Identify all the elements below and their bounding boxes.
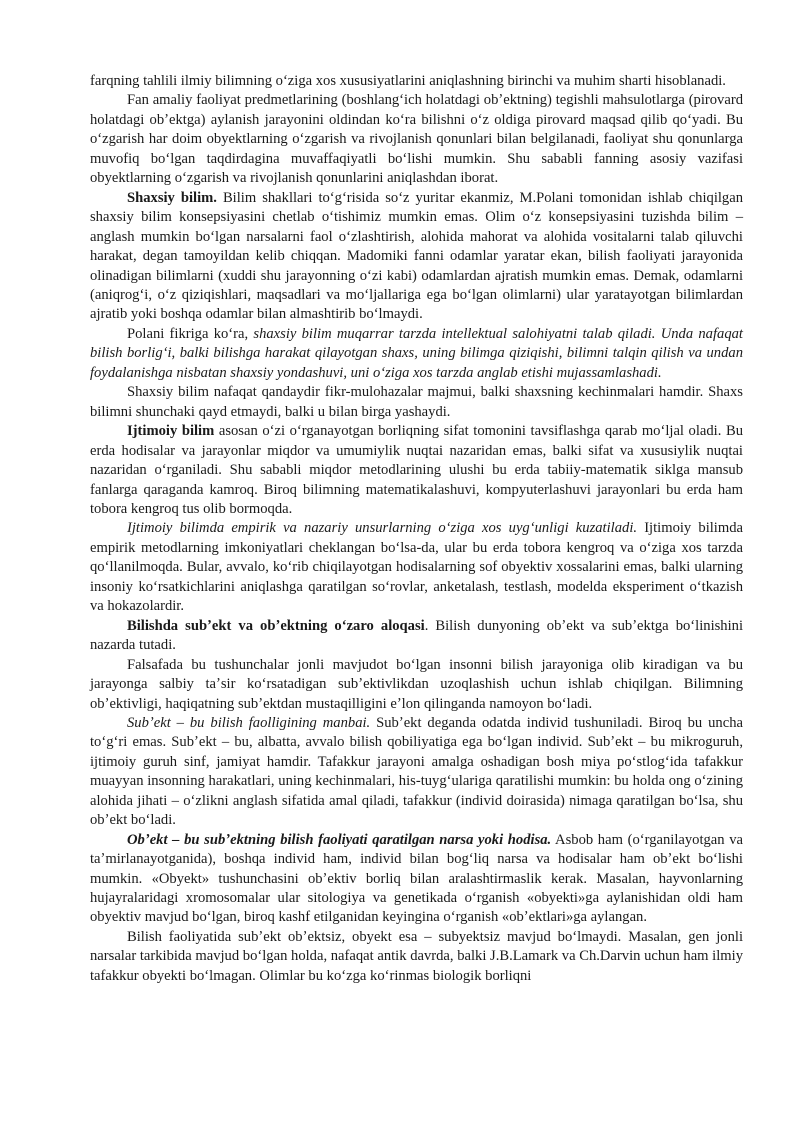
bold-term: Shaxsiy bilim. bbox=[127, 189, 217, 206]
paragraph-object-definition bbox=[90, 831, 743, 928]
bold-term: Bilishda subʼekt va obʼektning oʻzaro aloqasi bbox=[127, 617, 425, 634]
text-run: Asbob ham (oʻrganilayotgan va taʼmirlanayotganida), boshqa individ ham, individ bilan bogʻliq narsa va hodisalar ham obʼekt boʻlishi mumkin. «Obyekt» tushunchasini obʼektiv borliq bilan aralashtirmaslik kerak. Masalan, hayvonlarning hujayralaridagi xromosomalar ular sitologiya va genetikada oʻrganish «obyekti»ga aylanishidan oldi ham obyektiv mavjud boʻlgan, biroq kashf etilganidan keyingina oʻrganish «obʼektlari»ga aylangan. bbox=[90, 831, 743, 926]
paragraph-social-knowledge bbox=[90, 422, 743, 519]
paragraph-polani-view bbox=[90, 325, 743, 383]
italic-text: Ijtimoiy bilimda empirik va nazariy unsurlarning oʻziga xos uygʻunligi kuzatiladi. bbox=[127, 520, 638, 537]
text-run: Falsafada bu tushunchalar jonli mavjudot boʻlgan insonni bilish jarayoniga olib kiradigan va bu jarayonga salbiy taʼsir koʻrsatadigan subʼektivlikdan uzoqlashish uchun ishlab chiqilgan. Bilimning obʼektivligi, haqiqatning subʼektdan mustaqilligini eʼlon qilinganda namoyon boʻladi. bbox=[90, 656, 743, 712]
italic-text: Subʼekt – bu bilish faolligining manbai. bbox=[127, 714, 371, 731]
paragraph-subject-object-interdependence bbox=[90, 928, 743, 986]
paragraph-philosophy-concepts bbox=[90, 656, 743, 714]
bold-italic-term: Obʼekt – bu subʼektning bilish faoliyati qaratilgan narsa yoki hodisa. bbox=[127, 831, 552, 848]
paragraph-personal-knowledge bbox=[90, 189, 743, 325]
bold-term: Ijtimoiy bilim bbox=[127, 423, 215, 440]
text-run: . Bilish dunyoning obʼekt va subʼektga boʻlinishini nazarda tutadi. bbox=[90, 617, 744, 654]
paragraph-subject-definition bbox=[90, 714, 743, 831]
text-run: Ijtimoiy bilimda empirik metodlarning imkoniyatlari cheklangan boʻlsa-da, ular bu erda tobora kengroq va oʻziga xos tarzda qoʻllanilmoqda. Bular, avvalo, koʻrib chiqilayotgan hodisalarning sof obyektiv xossalarini emas, balki ularning insoniy koʻrsatkichlarini aniqlashga qaratilgan soʻrovlar, anketalash, testlash, modelda eksperiment oʻtkazish va hokazolardir. bbox=[90, 520, 743, 615]
paragraph-social-empirical-theoretical bbox=[90, 519, 743, 616]
paragraph-personal-knowledge-experience bbox=[90, 383, 743, 422]
paragraph-science-goal bbox=[90, 91, 743, 188]
text-run: asosan oʻzi oʻrganayotgan borliqning sifat tomonini tavsiflashga qarab moʻljal oladi. Bu erda hodisalar va jarayonlar miqdor va umumiylik nuqtai nazaridan emas, balki sifat va xususiylik nuqtai nazaridan oʻrganiladi. Shu sababli miqdor metodlarining ulushi bu erda tabiiy-matematik siklga mansub fanlarga qaraganda kamroq. Biroq bilimning matematikalashuvi, kompyuterlashuvi jarayonlari bu erda ham tobora kengroq tus olib bormoqda. bbox=[90, 423, 743, 517]
paragraph-subject-object-relation bbox=[90, 617, 743, 656]
italic-text: shaxsiy bilim muqarrar tarzda intellektual salohiyatni talab qiladi. Unda nafaqat bilish borligʻi, balki bilishga harakat qilayotgan shaxs, uning bilimga qiziqishi, bilimni talqin qilish va undan foydalanishga nisbatan shaxsiy yondashuvi, uni oʻziga xos tarzda anglab etishi mujassamlashadi. bbox=[90, 325, 743, 381]
text-run: Fan amaliy faoliyat predmetlarining (boshlangʻich holatdagi obʼektning) tegishli mahsulotlarga (pirovard holatdagi obʼektga) aylanish jarayonini oldindan koʻra bilishni oʻz oldiga pirovard maqsad qilib qoʻyadi. Bu oʻzgarish har doim obyektlarning oʻzgarish va rivojlanish qonunlari bilan belgilanadi, faoliyat shu qonunlarga muvofiq boʻlgan taqdirdagina muvaffaqiyatli boʻlishi mumkin. Shu sababli fanning asosiy vazifasi obyektlarning oʻzgarish va rivojlanish qonunlarini aniqlashdan iborat. bbox=[90, 92, 743, 187]
paragraph-continuation bbox=[90, 72, 743, 91]
text-run: Bilish faoliyatida subʼekt obʼektsiz, obyekt esa – subyektsiz mavjud boʻlmaydi. Masalan, gen jonli narsalar tarkibida mavjud boʻlgan holda, nafaqat antik davrda, balki J.B.Lamark va Ch.Darvin uchun ham ilmiy tafakkur obyekti boʻlmagan. Olimlar bu koʻzga koʻrinmas biologik borliqni bbox=[90, 928, 743, 984]
text-run: Subʼekt deganda odatda individ tushuniladi. Biroq bu uncha toʻgʻri emas. Subʼekt – bu, albatta, avvalo bilish qobiliyatiga ega boʻlgan individ. Subʼekt – bu mikroguruh, ijtimoiy guruh sinf, jamiyat hamdir. Tafakkur jarayoni amalga oshadigan bosh miya poʻstlogʻida tafakkur muayyan insonning harakatlari, uning kechinmalari, his-tuygʻulariga qaratilishi mumkin: bu holda ong oʻzining alohida jihati – oʻzlikni anglash sifatida amal qiladi, tafakkur (individ doirasida) nimaga qaratilgan boʻlsa, shu obʼekt boʻladi. bbox=[90, 714, 743, 829]
text-run: Bilim shakllari toʻgʻrisida soʻz yuritar ekanmiz, M.Polani tomonidan ishlab chiqilgan shaxsiy bilim konsepsiyasini chetlab oʻtishimiz mumkin emas. Olim oʻz konsepsiyasini tuzishda bilim – anglash mumkin boʻlgan narsalarni faol oʻzlashtirish, alohida mahorat va alohida vositalarni talab qiluvchi harakat, degan tamoyildan kelib chiqqan. Madomiki fanni odamlar yaratar ekan, bilish faoliyati jarayonida olinadigan bilimlarni (xuddi shu jarayonning oʻzi kabi) odamlardan ajratish mumkin emas. Demak, odamlarni (aniqrogʻi, oʻz qiziqishlari, maqsadlari va moʻljallariga ega boʻlgan olimlarni) ular yaratayotgan bilimlardan ajratib yoki boshqa odamlar bilan almashtirib boʻlmaydi. bbox=[90, 189, 743, 323]
text-run: farqning tahlili ilmiy bilimning oʻziga xos xususiyatlarini aniqlashning birinchi va muhim sharti hisoblanadi. bbox=[90, 73, 726, 89]
text-run: Polani fikriga koʻra, bbox=[127, 325, 254, 342]
text-run: Shaxsiy bilim nafaqat qandaydir fikr-mulohazalar majmui, balki shaxsning kechinmalari hamdir. Shaxs bilimni shunchaki qayd etmaydi, balki u bilan birga yashaydi. bbox=[90, 384, 743, 420]
